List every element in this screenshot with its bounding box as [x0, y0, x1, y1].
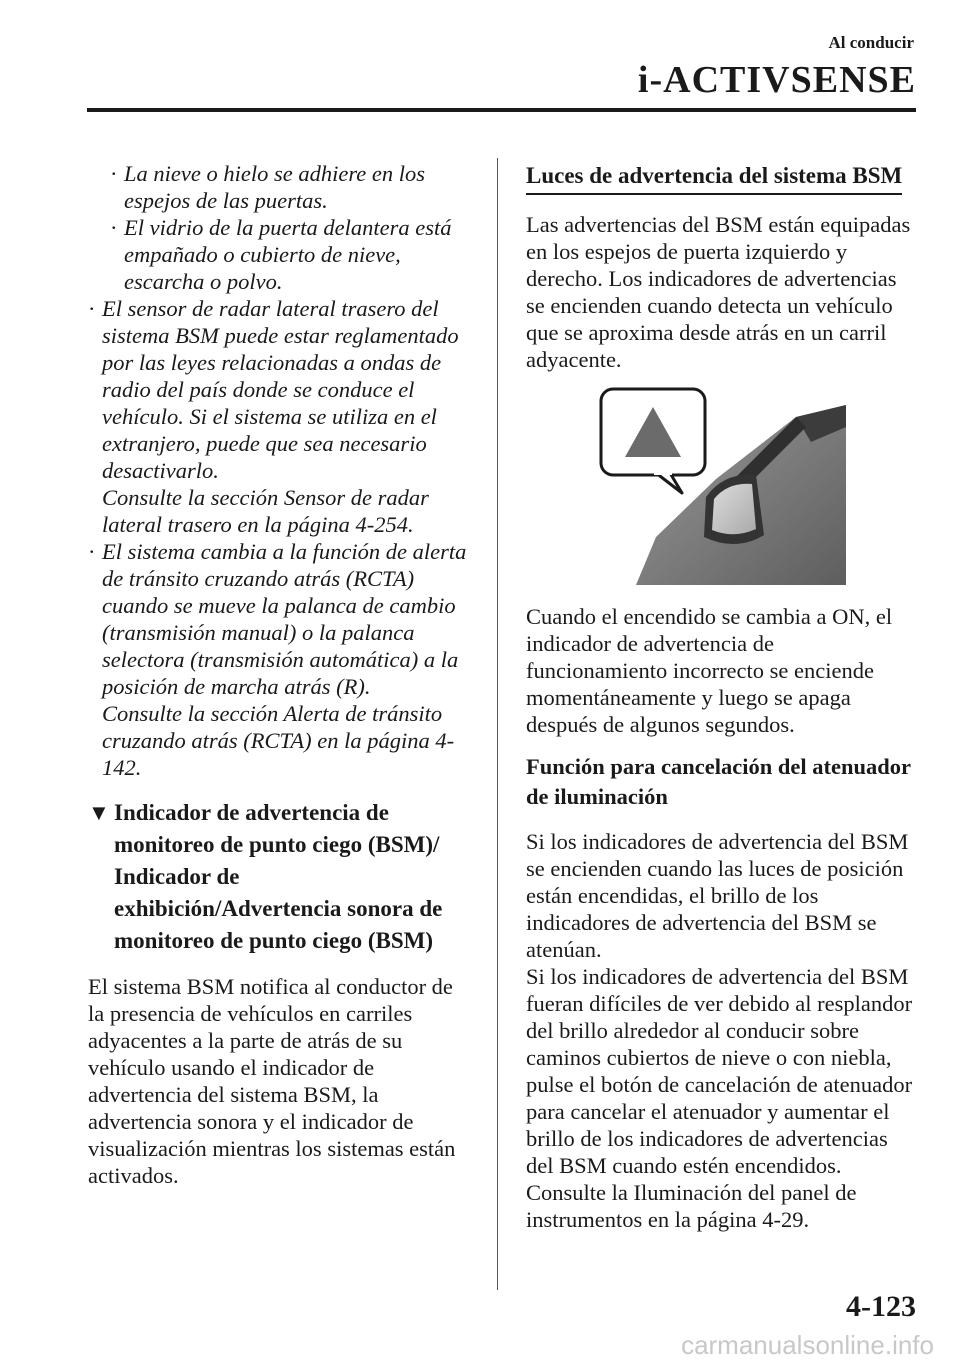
subsection-title: Luces de advertencia del sistema BSM	[526, 162, 902, 195]
watermark: carmanualsonline.info	[681, 1330, 934, 1360]
dimmer-reference: Consulte la Iluminación del panel de instrumentos en la página 4-29.	[526, 1180, 857, 1232]
cross-reference: Consulte la sección Sensor de radar lateral trasero en la página 4-254.	[102, 485, 429, 537]
section-heading: ▼ Indicador de advertencia de monitoreo de punto ciego (BSM)/ Indicador de exhibición/Advertencia sonora de monitoreo de punto ciego (BSM)	[88, 797, 472, 957]
note-bullet: · El sensor de radar lateral trasero del sistema BSM puede estar reglamentado por las leyes relacionadas a ondas de radio del país donde se conduce el vehículo. Si el sistema se utiliza en el extranjero, puede que sea necesario desactivarlo. Consulte la sección Sensor de radar lateral trasero en la página 4-254.	[102, 295, 472, 538]
chapter-title: i-ACTIVSENSE	[637, 59, 916, 101]
dimmer-paragraph-2: Si los indicadores de advertencia del BSM fueran difíciles de ver debido al resplandor del brillo alrededor al conducir sobre caminos cubiertos de nieve o con niebla, pulse el botón de cancelación de atenuador para cancelar el atenuador y aumentar el brillo de los indicadores de advertencias del BSM cuando estén encendidos.	[526, 964, 913, 1178]
right-column	[526, 160, 918, 1233]
figure-caption: Cuando el encendido se cambia a ON, el indicador de advertencia de funcionamiento incorrecto se enciende momentáneamente y luego se apaga después de algunos segundos.	[526, 604, 893, 737]
dimmer-paragraph-1: Si los indicadores de advertencia del BSM se encienden cuando las luces de posición están encendidas, el brillo de los indicadores de advertencia del BSM se atenúan.	[526, 829, 909, 962]
section-label: Al conducir	[828, 33, 914, 52]
section-marker-icon: ▼	[88, 800, 110, 825]
section-body: El sistema BSM notifica al conductor de la presencia de vehículos en carriles adyacentes a la parte de atrás de su vehículo usando el indicador de advertencia del sistema BSM, la advertencia sonora y el indicador de visualización mientras los sistemas están activados.	[88, 974, 456, 1188]
intro-paragraph: Las advertencias del BSM están equipadas en los espejos de puerta izquierdo y derecho. Los indicadores de advertencias se encienden cuando detecta un vehículo que se aproxima desde atrás en un carril adyacente.	[526, 212, 911, 372]
page-number: 4-123	[846, 1290, 916, 1323]
header-rule	[87, 108, 916, 112]
left-column	[88, 160, 472, 1189]
note-bullet: · El sistema cambia a la función de alerta de tránsito cruzando atrás (RCTA) cuando se mueve la palanca de cambio (transmisión manual) o la palanca selectora (transmisión automática) a la posición de marcha atrás (R). Consulte la sección Alerta de tránsito cruzando atrás (RCTA) en la página 4-142.	[102, 538, 472, 781]
column-divider	[497, 158, 498, 1290]
dimmer-cancel-heading: Función para cancelación del atenuador de iluminación	[526, 754, 911, 809]
sub-bullet: · La nieve o hielo se adhiere en los espejos de las puertas.	[110, 161, 425, 213]
cross-reference: Consulte la sección Alerta de tránsito cruzando atrás (RCTA) en la página 4-142.	[102, 701, 455, 780]
sub-bullet: · El vidrio de la puerta delantera está empañado o cubierto de nieve, escarcha o polvo.	[110, 215, 452, 294]
mirror-warning-illustration	[596, 387, 856, 587]
